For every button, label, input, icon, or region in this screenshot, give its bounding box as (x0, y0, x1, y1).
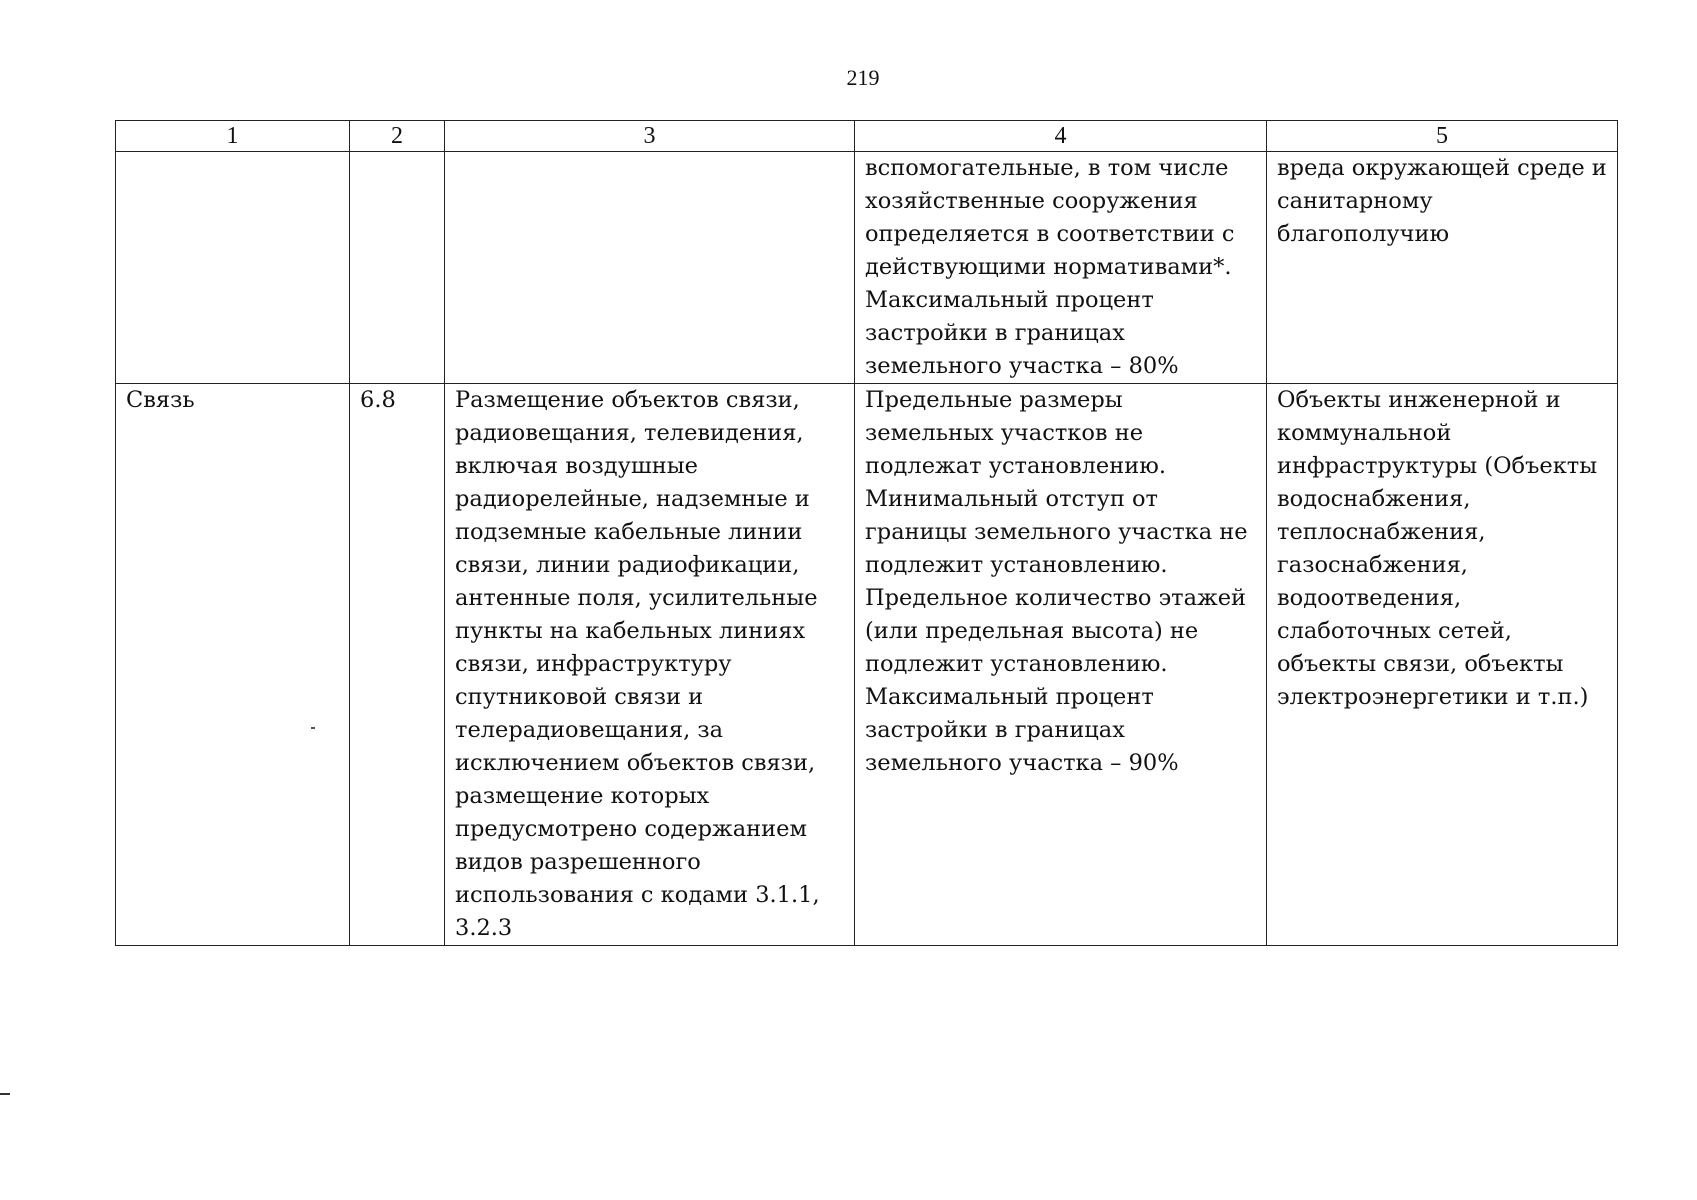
cell-restrictions: Объекты инженерной и коммунальной инфраструктуры (Объекты водоснабжения, теплоснабжения, газоснабжения, водоотведения, слаботочных сетей, объекты связи, объекты электроэнергетики и т.п.) (1267, 384, 1618, 946)
table-row (116, 152, 1618, 384)
column-header-3: 3 (445, 121, 855, 152)
cell-parameters: вспомогательные, в том числе хозяйственные сооружения определяется в соответствии с действующими нормативами*. Максимальный процент застройки в границах земельного участка – 80% (855, 152, 1267, 384)
column-header-1: 1 (116, 121, 350, 152)
cell-restrictions: вреда окружающей среде и санитарному благополучию (1267, 152, 1618, 384)
cell-use-type: Связь (116, 384, 350, 946)
margin-mark (0, 1093, 10, 1095)
regulations-table (115, 120, 1618, 946)
cell-code (350, 152, 445, 384)
column-header-5: 5 (1267, 121, 1618, 152)
cell-description (445, 152, 855, 384)
table-row (116, 384, 1618, 946)
column-header-4: 4 (855, 121, 1267, 152)
cell-description: Размещение объектов связи, радиовещания, телевидения, включая воздушные радиорелейные, надземные и подземные кабельные линии связи, линии радиофикации, антенные поля, усилительные пункты на кабельных линиях связи, инфраструктуру спутниковой связи и телерадиовещания, за исключением объектов связи, размещение которых предусмотрено содержанием видов разрешенного использования с кодами 3.1.1, 3.2.3 (445, 384, 855, 946)
cell-parameters: Предельные размеры земельных участков не подлежат установлению. Минимальный отступ от границы земельного участка не подлежит установлению. Предельное количество этажей (или предельная высота) не подлежит установлению. Максимальный процент застройки в границах земельного участка – 90% (855, 384, 1267, 946)
column-header-2: 2 (350, 121, 445, 152)
scan-speck (311, 727, 315, 729)
cell-use-type (116, 152, 350, 384)
page-number: 219 (846, 65, 880, 90)
table-header-row (116, 121, 1618, 152)
cell-code: 6.8 (350, 384, 445, 946)
